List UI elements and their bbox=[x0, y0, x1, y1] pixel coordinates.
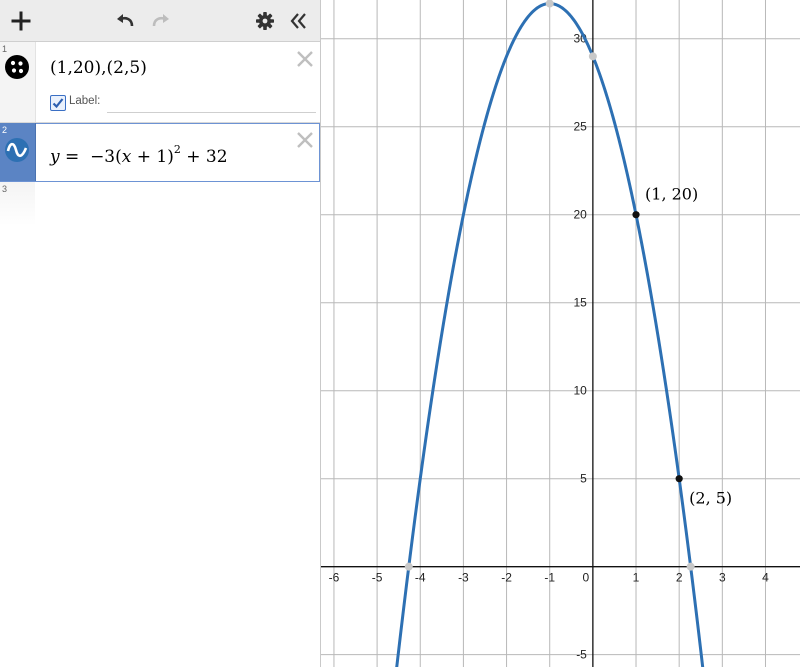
double-chevron-left-icon[interactable] bbox=[286, 8, 312, 34]
y-tick-label: 30 bbox=[573, 31, 587, 46]
label-input[interactable] bbox=[107, 94, 316, 113]
y-tick-label: 20 bbox=[573, 207, 587, 222]
expression-math[interactable]: (1,20),(2,5) bbox=[50, 58, 147, 78]
y-tick-label: 25 bbox=[573, 119, 587, 134]
undo-icon[interactable] bbox=[113, 8, 139, 34]
graph-canvas[interactable] bbox=[321, 0, 800, 667]
point-label: (1, 20) bbox=[645, 184, 699, 204]
point-label: (2, 5) bbox=[689, 488, 733, 508]
x-tick-label: 2 bbox=[675, 570, 683, 585]
label-checkbox[interactable] bbox=[50, 95, 66, 111]
plus-icon[interactable] bbox=[8, 8, 34, 34]
key-point bbox=[546, 0, 554, 8]
expression-toolbar bbox=[0, 0, 320, 42]
x-tick-label: 0 bbox=[582, 570, 590, 585]
key-point bbox=[687, 563, 695, 571]
delete-expression-icon[interactable] bbox=[296, 50, 314, 68]
expression-row-1[interactable] bbox=[0, 42, 320, 123]
x-tick-label: 1 bbox=[632, 570, 640, 585]
delete-expression-icon[interactable] bbox=[296, 131, 314, 149]
point-marker bbox=[632, 211, 639, 218]
x-tick-label: 4 bbox=[762, 570, 769, 585]
x-tick-label: -2 bbox=[501, 570, 512, 585]
x-tick-label: -6 bbox=[328, 570, 340, 585]
key-point bbox=[405, 563, 413, 571]
y-tick-label: -5 bbox=[576, 647, 587, 662]
points-icon[interactable] bbox=[4, 54, 30, 80]
axes bbox=[321, 0, 800, 667]
x-tick-label: -4 bbox=[414, 570, 426, 585]
x-tick-label: -5 bbox=[371, 570, 383, 585]
expression-row-3[interactable] bbox=[0, 182, 320, 226]
point-marker bbox=[676, 475, 683, 482]
expression-gutter bbox=[0, 42, 36, 122]
y-tick-label: 10 bbox=[573, 383, 587, 398]
key-point bbox=[589, 52, 597, 60]
redo-icon[interactable] bbox=[147, 8, 173, 34]
x-tick-label: -1 bbox=[544, 570, 556, 585]
gear-icon[interactable] bbox=[252, 8, 278, 34]
expression-sidebar bbox=[0, 0, 321, 667]
checkmark-icon bbox=[51, 96, 65, 110]
expression-gutter bbox=[0, 182, 35, 226]
wave-icon[interactable] bbox=[4, 137, 30, 163]
expression-number: 2 bbox=[2, 125, 8, 135]
x-tick-label: -3 bbox=[458, 570, 469, 585]
y-tick-label: 15 bbox=[573, 295, 587, 310]
label-option bbox=[50, 94, 312, 112]
label-caption: Label: bbox=[69, 95, 101, 107]
expression-list bbox=[0, 42, 320, 226]
x-tick-label: 3 bbox=[718, 570, 726, 585]
expression-row-2[interactable] bbox=[0, 123, 320, 182]
y-tick-label: 5 bbox=[580, 471, 587, 486]
expression-number: 3 bbox=[2, 184, 8, 194]
plotted-points bbox=[632, 185, 732, 508]
expression-gutter bbox=[0, 123, 36, 181]
expression-number: 1 bbox=[2, 44, 8, 54]
expression-math[interactable]: $y = -3(x + 1)^2 + 32$ bbox=[50, 143, 228, 167]
